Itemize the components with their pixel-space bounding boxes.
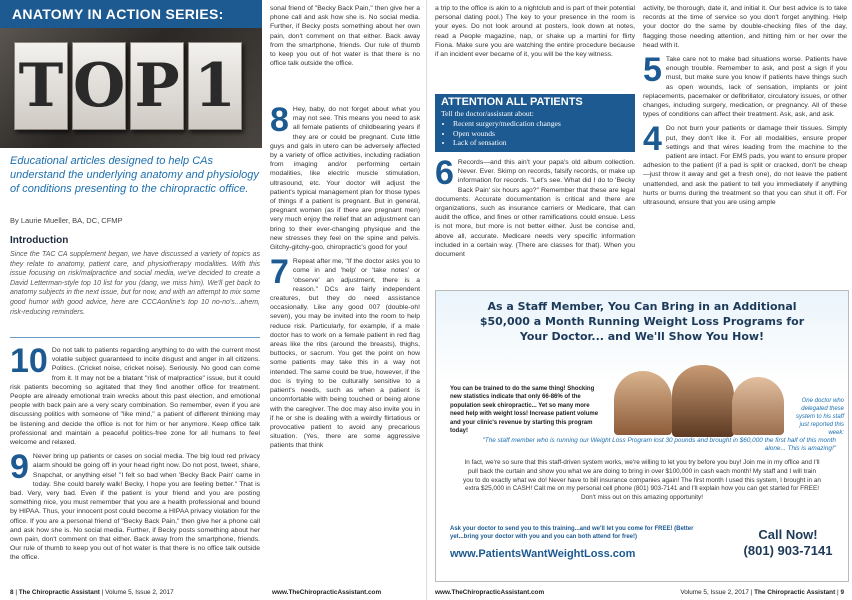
- phone-number: (801) 903-7141: [743, 543, 833, 558]
- attention-bullet: • Lack of sensation: [453, 138, 629, 148]
- ad-photo-person: [732, 377, 784, 435]
- byline: By Laurie Mueller, BA, DC, CFMP: [10, 216, 123, 225]
- footer-left: 8 | The Chiropractic Assistant | Volume 5, Issue 2, 2017: [10, 589, 174, 596]
- item-number: 6: [435, 158, 454, 192]
- item-8: [270, 101, 420, 252]
- column-b: [643, 4, 847, 286]
- section-divider: [10, 337, 260, 338]
- item-4: [643, 120, 847, 207]
- weight-loss-ad: [435, 290, 849, 582]
- item-7: [270, 253, 420, 450]
- call-label: Call Now!: [758, 527, 818, 542]
- right-page: [426, 0, 852, 600]
- attention-subtitle: Tell the doctor/assistant about:: [441, 109, 534, 118]
- item-6-continued: activity, be thorough, date it, and initial it. Our best advice is to take records at the time of service so you don't forget anything. Help your doctor do the same by double-checking files of the day, flagging those needing attention, and hitting him or her over the head with it.: [643, 5, 847, 49]
- ad-photo-person: [672, 365, 734, 437]
- hero-tile: T: [14, 42, 68, 130]
- issue-info: Volume 5, Issue 2, 2017: [105, 589, 174, 596]
- item-number: 7: [270, 253, 289, 292]
- attention-list: [435, 119, 635, 148]
- footer-right-url[interactable]: www.TheChiropracticAssistant.com: [435, 589, 545, 596]
- page-number: 8: [10, 589, 14, 596]
- attention-bullet: • Open wounds: [453, 129, 629, 139]
- ad-headline: As a Staff Member, You Can Bring in an Additional $50,000 a Month Running Weight Loss Programs for Your Doctor... and We'll Show You How!: [479, 300, 805, 343]
- intro-heading: Introduction: [10, 235, 69, 246]
- item-text: Hey, baby, do not forget about what you may not see. This means you need to ask all female patients of childbearing years if they are or could be pregnant. Cute little guys and gals in utero can be adversely affected by a variety of office activities, including radiation from imaging and/or performing certain modalities, like electric muscle stimulation, ultrasound, etc. Your doctor will adjust the patient's typical management plan for those types of things if a patient is pregnant. But in general, pregnant women (as if there are pregnant men) very much enjoy the relief that an adjustment can bring to their ever-changing physique and the new stresses they feel on the spine and pelvis. Gitchy-gitchy-goo, chiropractic's good for you!: [270, 106, 420, 252]
- column-right: [270, 4, 420, 582]
- series-title: ANATOMY IN ACTION SERIES:: [0, 0, 262, 28]
- item-9-continued: sonal friend of "Becky Back Pain," then give her a phone call and ask how she is. No social media. Further, if Becky posts something about her own pain, don't comment on that either. Back away from the smartphone, friends. Our rule of thumb to keep you out of hot water is that there is no office talk outside the office.: [270, 5, 420, 68]
- footer-right: Volume 5, Issue 2, 2017 | The Chiropractic Assistant | 9: [680, 589, 844, 596]
- item-number: 4: [643, 120, 662, 159]
- issue-info: Volume 5, Issue 2, 2017: [680, 589, 749, 596]
- footer-left-url[interactable]: www.TheChiropracticAssistant.com: [272, 589, 382, 596]
- item-7-continued: a trip to the office is akin to a nightclub and is part of their potential personal dating pool.) The key to your presence in the room is your eyes. Do not look around at posters, look down at notes, read a People magazine, nap, or shake up a martini for flirty Fiona. Make sure you are watching the entire procedure because if an incident ever became of it, you will be the key witness.: [435, 5, 635, 59]
- ad-photo-person: [614, 371, 672, 435]
- hero-tile: O: [72, 42, 126, 130]
- item-text: Repeat after me, "If the doctor asks you to come in and 'help' or 'take notes' or 'observe' an adjustment, there is a reason." DCs are fairly independent creatures, but they do need assistance occasionally. Like any good 007 (double-oh! seven), you may be invited into the room to help reduce risk. Particularly, for example, if a male doctor has to work on a female patient in red flag areas like the ribs (around the breasts), thighs, buttocks, or sacrum. You get the point on how some patients may take this in a way not intended. The same could be true, however, if the doc is trying to be culturally sensitive to a patient's needs, such as when a patient is uncomfortable with being touched or being alone with the caregiver. The doc may also invite you in if he or she is dealing with a weirdly flirtatious or provocative patient to avoid any precarious situation. (Yes, there are some aggressive patients that think: [270, 258, 420, 450]
- item-10: [10, 346, 260, 447]
- hero-tile: 1: [188, 42, 242, 130]
- publication-name: The Chiropractic Assistant: [18, 589, 100, 596]
- ad-url[interactable]: www.PatientsWantWeightLoss.com: [450, 548, 636, 560]
- ad-quote: "The staff member who is running our Weight Loss Program lost 30 pounds and brought in $60,000 the first half of this month alone... This is amazing!": [482, 437, 836, 453]
- intro-text: Since the TAC CA supplement began, we have discussed a variety of topics as they relate to anatomy, patient care, and physiotherapy modalities. With this issue focusing on risk/malpractice and social media, we've decided to create a David Letterman-style top 10 list for you (dang, we miss him). We'll get back to anatomy subjects in the next issue, but for now, and with an attempt to mix some good humor with good advice, here are CCCAonline's top 10 no-no's...ahem, risk-reducing reminders.: [10, 251, 260, 316]
- item-9: [10, 448, 260, 562]
- attention-box: [435, 94, 635, 152]
- item-number: 5: [643, 51, 662, 90]
- item-number: 9: [10, 448, 29, 487]
- top-ten-tiles: [14, 42, 242, 130]
- item-text: Do not burn your patients or damage their tissues. Simply put, they don't like it. For all modalities, ensure proper settings and that wires leading from the machine to the patient are intact. For EMS pads, you want to ensure proper adhesion to the patient (if a pad is split or cracked, don't be cheap—just throw it away and get a fresh one), do not leave the patient unattended, and ask the patient to tell you immediately if anything hurts or burns during the treatment so that you can shut it off. For ultrasound, ensure that you are using ample: [643, 125, 847, 207]
- item-5: [643, 51, 847, 119]
- hero-tile: P: [130, 42, 184, 130]
- item-text: Never bring up patients or cases on social media. The big loud red privacy alarm should be going off in your head right now. Do not post, tweet, share, Snapchat, or anything else! "I felt so bad when 'Becky Back Pain' came in today. She could barely walk! Becky, I hope you are feeling better." That is bad. Very, very bad. Even if the patient is your friend and you are posting something nice, you must remember that you are a health professional and bound by HIPAA. Thus, your innocent post could become a HIPAA privacy violation for the office. If you are a personal friend of "Becky Back Pain," then give her a phone call and ask how she is. No social media. Further, if Becky posts something about her own pain, don't comment on that either. Back away from the smartphone, friends. Our rule of thumb to keep you out of hot water is that there is no office talk outside the office.: [10, 453, 260, 562]
- item-text: Records—and this ain't your papa's old album collection. Never. Ever. Skimp on records, falsify records, or make up information for records. "Let's see. What did I do to 'Becky Back Pain' six hours ago?" Remember that these are legal documents. Accurate documentation is critical and there are organizations, such as insurance carriers or Medicare, that can audit the office, and fines or other ramifications could ensue. Less is not more, but more is not better either. Just be concise and, above all, accurate. Medicare needs very specific information included in a certain way. (There are classes for that). When you document: [435, 159, 635, 259]
- column-a: [435, 4, 635, 92]
- publication-name: The Chiropractic Assistant: [754, 589, 836, 596]
- column-a-lower: [435, 158, 635, 286]
- ad-side-note: One doctor who delegated these system to his staff just reported this week:: [795, 398, 844, 436]
- item-text: Do not talk to patients regarding anything to do with the current most volatile subject guaranteed to incite disgust and anger in all citizens. Politics. (Cricket noise, cricket noise). Seriously. No good can come from it. It may not be a blatant "risk of malpractice" issue, but it could risk patients becoming so agitated that they find another office for treatment. People are already emotional train wrecks about this past election, and emotional people with back pain are a very scary combination. So remember, even if you are discussing politics with someone of "like mind," a patient of different thinking may be listening and decide the office is not for him or her anymore. Keep office talk professional and maintain a peaceful politics-free zone for all humans to feel welcome and relaxed.: [10, 347, 260, 447]
- lead-text: Educational articles designed to help CAs understand the underlying anatomy and physiology of conditions presenting to the chiropractic office.: [10, 155, 259, 195]
- ad-body: In fact, we're so sure that this staff-driven system works, we're willing to let you try before you buy! Join me in my office and I'll pull back the curtain and show you what we are doing to bring in over $100,000 in cash each month! My staff and I will train you to do exactly what we do! Never have to bill insurance companies again! The first month I used this system, I brought in an extra $25,000 in CASH! Call me on my personal cell phone (801) 903-7141 and I'll explain how you can get started for FREE! Don't miss out on this amazing opportunity!: [463, 459, 821, 502]
- item-number: 10: [10, 346, 48, 380]
- hero-image: [0, 28, 262, 148]
- ad-left-text: You can be trained to do the same thing! Shocking new statistics indicate that only 66-86% of the population seek chiropractic... Yet so many more need help with weight loss! Increase patient volume and your clinic's revenue by starting this program today!: [450, 386, 599, 435]
- item-6: [435, 158, 635, 259]
- ad-ask: Ask your doctor to send you to this training...and we'll let you come for FREE! (Better yet...bring your doctor with you and you can both attend for free!): [450, 526, 694, 540]
- column-left: [10, 346, 260, 582]
- ad-call-now[interactable]: [732, 527, 844, 559]
- attention-bullet: • Recent surgery/medication changes: [453, 119, 629, 129]
- item-text: Take care not to make bad situations worse. Patients have enough trouble. Remember to ask, and post a sign if you must, but make sure you know if patients have things such as open wounds, lack of sensation, implants or joint replacements, pacemaker or defibrillator, circulatory issues, or other changes, including surgery, medication, or pregnancy. All of these types of conditions can affect their treatment. Ask, ask, and ask.: [643, 56, 847, 119]
- item-number: 8: [270, 101, 289, 139]
- attention-title: ATTENTION ALL PATIENTS: [441, 96, 583, 108]
- page-number: 9: [840, 589, 844, 596]
